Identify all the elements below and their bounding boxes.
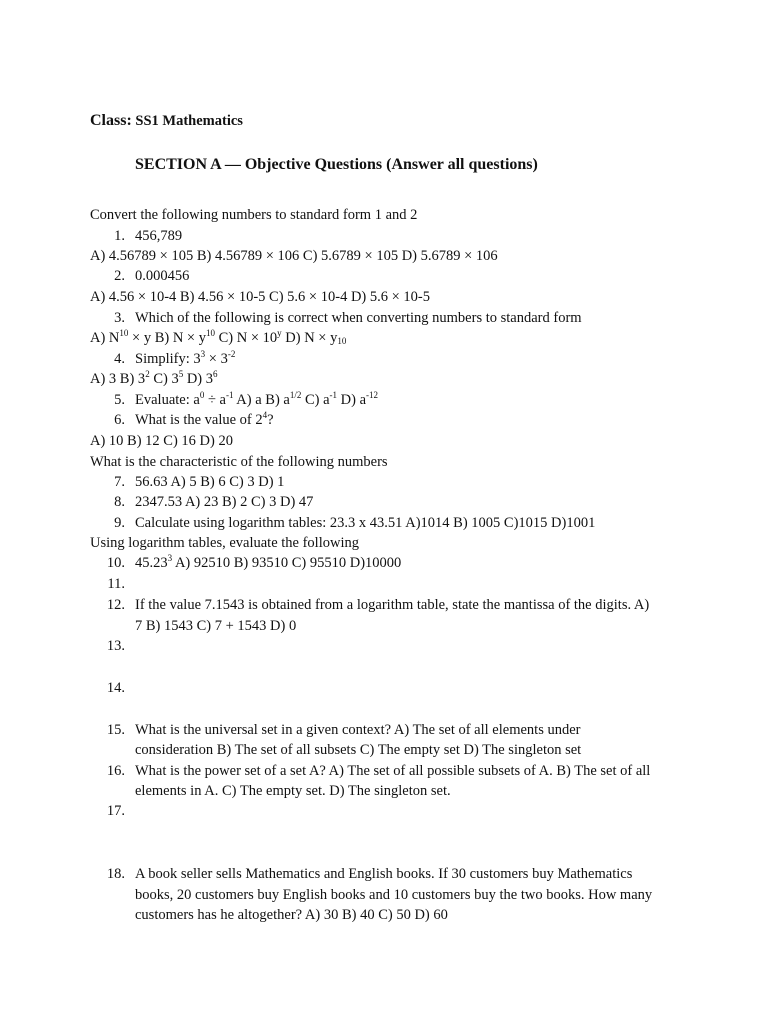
q5-number: 5. [114,392,125,408]
q5-exponent-1: 0 [199,390,205,401]
q1-options: A) 4.56789 × 105 B) 4.56789 × 106 C) 5.6789 × 105 D) 5.6789 × 106 [90,248,498,264]
q15-text-line2: consideration B) The set of all subsets C) The empty set D) The singleton set [135,742,582,758]
q6-text-suffix: ? [267,412,274,428]
q1-number: 1. [114,228,125,244]
q10-text-suffix: A) 92510 B) 93510 C) 95510 D)10000 [172,555,402,571]
q5-opt-c: C) a [301,392,330,408]
q18-text-line1: A book seller sells Mathematics and English books. If 30 customers buy Mathematics [135,866,633,882]
q16-number: 16. [106,763,125,779]
q4-text-mid: × 3 [205,351,228,367]
q4-text-prefix: Simplify: 3 [135,351,201,367]
q3-opt-c: C) N × 10 [214,330,278,346]
q4-text [135,349,235,369]
q10-number: 10. [106,555,125,571]
class-line [90,111,243,131]
q8-text: 2347.53 A) 23 B) 2 C) 3 D) 47 [135,494,314,510]
q16-text-line1: What is the power set of a set A? A) The set of all possible subsets of A. B) The set of all [135,763,651,779]
q7-number: 7. [114,474,125,490]
q4-options [90,369,218,389]
q6-text-prefix: What is the value of 2 [135,412,263,428]
q2-text: 0.000456 [135,268,190,284]
q6-exponent: 4 [262,410,268,421]
q10-exponent: 3 [167,553,173,564]
q18-text-line2: books, 20 customers buy English books and 10 customers buy the two books. How many [135,887,653,903]
q10-text-prefix: 45.23 [135,555,168,571]
q16-text-line2: elements in A. C) The empty set. D) The singleton set. [135,783,451,799]
q5-opt-d: D) a [337,392,367,408]
q3-options [90,328,346,348]
q3-opt-a: A) N [90,330,120,346]
q12-text-line2: 7 B) 1543 C) 7 + 1543 D) 0 [135,618,297,634]
q9-text: Calculate using logarithm tables: 23.3 x 43.51 A)1014 B) 1005 C)1015 D)1001 [135,515,596,531]
q5-opt-c-exponent: -1 [329,390,338,401]
q18-text-line3: customers has he altogether? A) 30 B) 40 C) 50 D) 60 [135,907,448,923]
q5-text-prefix: Evaluate: a [135,392,200,408]
q4-opt-c-exponent: 5 [178,369,184,380]
q4-opt-c: C) 3 [149,371,179,387]
q3-opt-d-subscript: 10 [337,336,347,346]
q4-opt-ab: A) 3 B) 3 [90,371,146,387]
q11-number: 11. [107,576,125,592]
q12-text-line1: If the value 7.1543 is obtained from a logarithm table, state the mantissa of the digits. A) [135,597,650,613]
q12-number: 12. [106,597,125,613]
q15-text-line1: What is the universal set in a given context? A) The set of all elements under [135,722,581,738]
q4-opt-d-exponent: 6 [213,369,218,380]
q3-opt-b: × y B) N × y [128,330,206,346]
q9-number: 9. [114,515,125,531]
q4-opt-d: D) 3 [183,371,213,387]
q3-number: 3. [114,310,125,326]
q3-opt-b-exponent: 10 [205,328,215,339]
q2-options: A) 4.56 × 10-4 B) 4.56 × 10-5 C) 5.6 × 10-4 D) 5.6 × 10-5 [90,289,430,305]
q6-options: A) 10 B) 12 C) 16 D) 20 [90,433,233,449]
q4-exponent-2: -2 [227,349,236,360]
q5-opt-b-exponent: 1/2 [289,390,302,401]
q10-text [135,553,401,573]
q13-number: 13. [106,638,125,654]
q6-text [135,410,274,430]
instruction-log-tables: Using logarithm tables, evaluate the following [90,535,359,551]
q5-text [135,390,378,410]
q14-number: 14. [106,680,125,696]
class-label: Class: [90,112,132,129]
q1-text: 456,789 [135,228,183,244]
q15-number: 15. [106,722,125,738]
q3-opt-c-exponent: y [277,328,282,339]
q17-number: 17. [106,803,125,819]
q7-text: 56.63 A) 5 B) 6 C) 3 D) 1 [135,474,285,490]
q3-opt-a-exponent: 10 [119,328,129,339]
class-value: SS1 Mathematics [135,113,243,129]
q4-opt-b-exponent: 2 [145,369,150,380]
q4-number: 4. [114,351,125,367]
q5-text-mid: ÷ a [204,392,226,408]
q5-opt-ab: A) a B) a [233,392,290,408]
q5-opt-d-exponent: -12 [366,390,379,401]
q5-exponent-2: -1 [225,390,234,401]
q4-exponent-1: 3 [200,349,206,360]
q18-number: 18. [106,866,125,882]
q3-text: Which of the following is correct when converting numbers to standard form [135,310,582,326]
q3-opt-d: D) N × y [281,330,338,346]
instruction-standard-form: Convert the following numbers to standard form 1 and 2 [90,207,418,223]
instruction-characteristic: What is the characteristic of the following numbers [90,454,388,470]
section-title: SECTION A — Objective Questions (Answer all questions) [135,156,538,173]
q6-number: 6. [114,412,125,428]
q2-number: 2. [114,268,125,284]
q8-number: 8. [114,494,125,510]
